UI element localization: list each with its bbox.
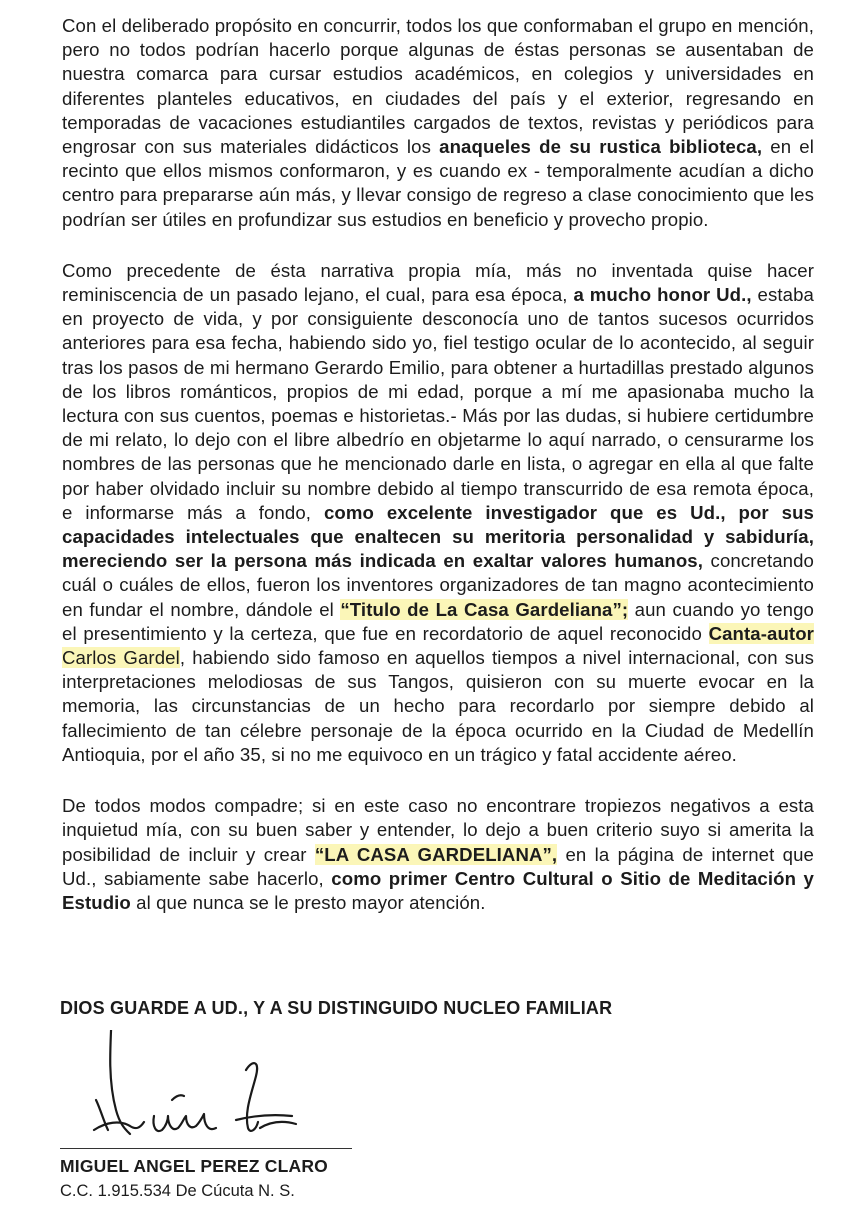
closing-line: DIOS GUARDE A UD., Y A SU DISTINGUIDO NUCLEO FAMILIAR (60, 998, 613, 1018)
signer-name: MIGUEL ANGEL PEREZ CLARO (60, 1156, 328, 1176)
p1-text-1: Con el deliberado propósito en concurrir, todos los que conformaban el grupo en mención, pero no todos podrían hacerlo porque algunas de éstas personas se ausentaban de nuestra comarca para cursar estudios académicos, en colegios y universidades en diferentes planteles educativos, en ciudades del país y el exterior, regresando en temporadas de vacaciones estudiantiles cargados de textos, revistas y periódicos para engrosar con sus materiales didácticos los (62, 15, 814, 158)
p3-bold-la-casa-gardeliana: “LA CASA GARDELIANA”, (314, 843, 558, 865)
paragraph-1 (62, 14, 814, 232)
p2-bold-investigador: como excelente investigador que es Ud., por sus capacidades intelectuales que enaltecen su meritoria personalidad y sabiduría, mereciendo ser la persona más indicada en exaltar valores humanos, (62, 501, 814, 572)
p2-bold-canta-autor: Canta-autor (708, 622, 814, 644)
p2-text-2: estaba en proyecto de vida, y por consiguiente desconocía uno de tantos sucesos ocurridos anteriores para esa fecha, habiendo sido yo, fiel testigo ocular de lo acontecido, al seguir tras los pasos de mi hermano Gerardo Emilio, para obtener a hurtadillas prestado algunos de los libros románticos, propios de mi edad, porque a mí me apasionaba mucho la lectura con sus cuentos, poemas e historietas.- Más por las dudas, si hubiere certidumbre de mi relato, lo dejo con el libre albedrío en objetarme lo aquí narrado, o censurarme los nombres de las personas que he mencionado darle en lista, o agregar en ella al que falte por haber olvidado incluir su nombre debido al tiempo transcurrido de esa remota época, e informarse más a fondo, (62, 284, 814, 523)
p3-text-3: al que nunca se le presto mayor atención. (130, 891, 486, 913)
signer-id: C.C. 1.915.534 De Cúcuta N. S. (60, 1182, 295, 1200)
p2-text-1: Como precedente de ésta narrativa propia mía, más no inventada quise hacer reminiscencia de un pasado lejano, el cual, para esa época, (62, 259, 814, 306)
p1-text-2: en el recinto que ellos mismos conformaron, y es cuando ex - temporalmente acudían a dicho centro para prepararse aún más, y llevar consigo de regreso a clase conocimiento que les podrían ser útiles en profundizar sus estudios en beneficio y provecho propio. (62, 136, 814, 230)
p3-text-2: en la página de internet que Ud., sabiamente sabe hacerlo, (62, 843, 814, 889)
p2-text-4: aun cuando yo tengo el presentimiento y la certeza, que fue en recordatorio de aquel reconocido (62, 598, 814, 644)
paragraph-3 (62, 794, 814, 915)
p2-highlight-carlos-gardel: Carlos Gardel (62, 647, 180, 669)
handwritten-signature-icon (60, 1030, 360, 1160)
p3-text-1: De todos modos compadre; si en este caso no encontrare tropiezos negativos a esta inquietud mía, con su buen saber y entender, lo dejo a buen criterio suyo si amerita la posibilidad de incluir y crear (62, 795, 814, 865)
p2-text-3: concretando cuál o cuáles de ellos, fueron los inventores organizadores de tan magno acontecimiento en fundar el nombre, dándole el (62, 550, 814, 620)
letter-body (62, 14, 814, 915)
p2-bold-honor: a mucho honor Ud., (573, 284, 752, 306)
p3-bold-centro-cultural: como primer Centro Cultural o Sitio de Meditación y Estudio (62, 867, 814, 913)
signature-line (60, 1148, 352, 1149)
paragraph-2 (62, 259, 814, 767)
p1-bold-biblioteca: anaqueles de su rustica biblioteca, (439, 136, 763, 158)
p2-text-5: , habiendo sido famoso en aquellos tiempos a nivel internacional, con sus interpretaciones melodiosas de sus Tangos, quisieron con su muerte evocar en la memoria, las circunstancias de un hecho para recordarlo por siempre debido al fallecimiento de tan célebre personaje de la época ocurrido en la Ciudad de Medellín Antioquia, por el año 35, si no me equivoco en un trágico y fatal accidente aéreo. (62, 647, 814, 765)
p2-bold-titulo-casa-gardeliana: “Titulo de La Casa Gardeliana”; (340, 598, 629, 620)
